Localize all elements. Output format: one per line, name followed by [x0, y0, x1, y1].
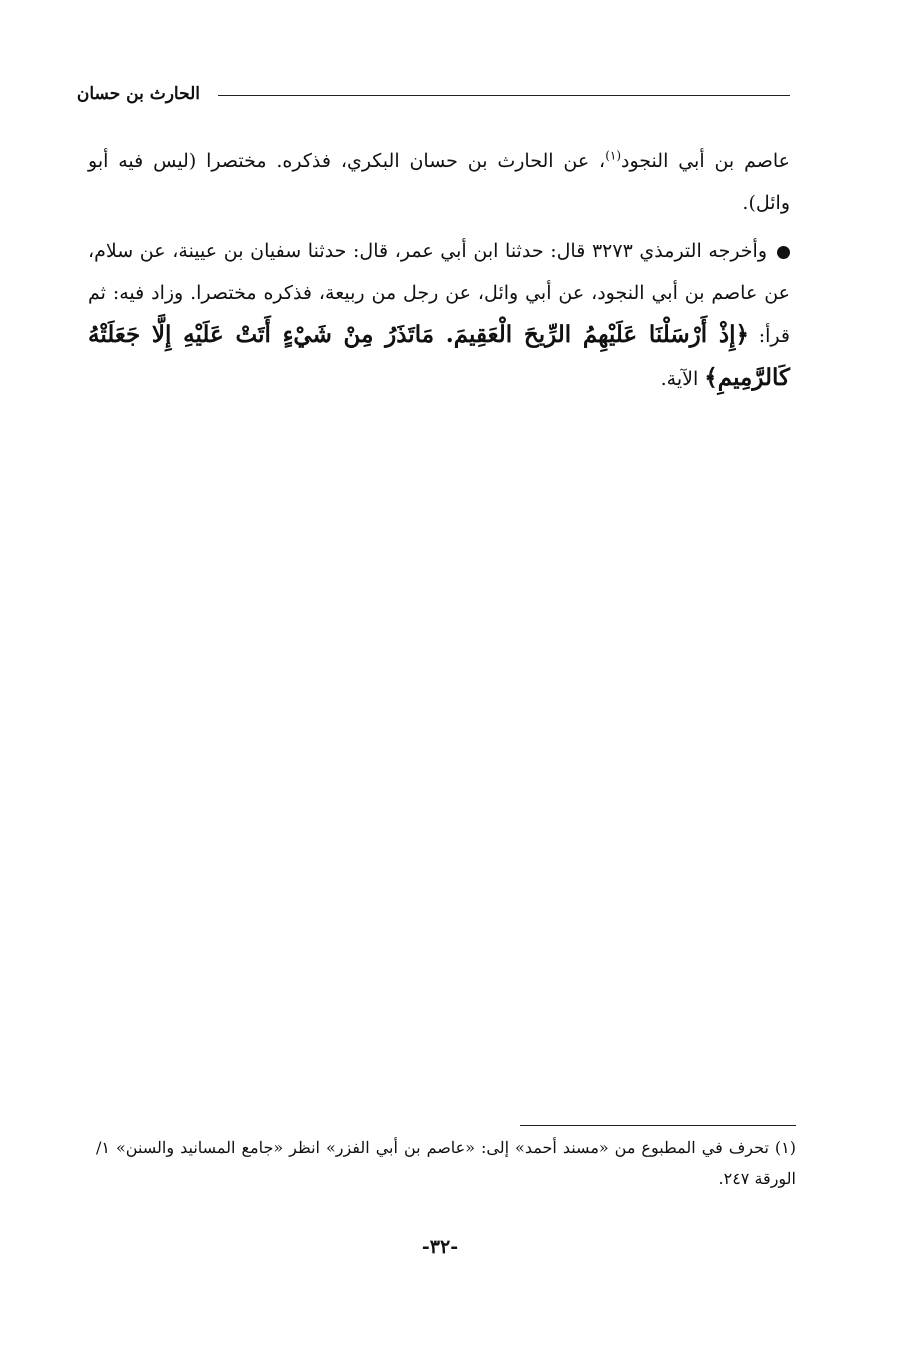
quran-verse: ﴿إِذْ أَرْسَلْنَا عَلَيْهِمُ الرِّيحَ الْعَقِيمَ. مَاتَذَرُ مِنْ شَيْءٍ أَتَتْ عَلَيْهِ إِلَّا جَعَلَتْهُ كَالرَّمِيمِ﴾: [88, 321, 790, 391]
running-title: الحارث بن حسان: [76, 84, 200, 104]
paragraph-2: [88, 230, 790, 400]
page-number: -٣٢-: [421, 1236, 459, 1258]
paragraph-1: [88, 140, 790, 224]
header-rule: [218, 95, 790, 96]
paragraph-1-end: ، عن الحارث بن حسان البكري، فذكره. مختصرا (ليس فيه أبو وائل).: [88, 150, 790, 214]
paragraph-1-start: عاصم بن أبي النجود: [621, 150, 790, 172]
running-header: [76, 84, 790, 110]
footnote-text: (١) تحرف في المطبوع من «مسند أحمد» إلى: «عاصم بن أبي الفزر» انظر «جامع المسانيد والسنن» ١/الورقة ٢٤٧.: [96, 1138, 796, 1188]
paragraph-2-tail: الآية.: [660, 368, 699, 390]
footnote-reference: (١): [605, 148, 622, 163]
paragraph-2-text: وأخرجه الترمذي ٣٢٧٣ قال: حدثنا ابن أبي عمر، قال: حدثنا سفيان بن عيينة، عن سلام، عن عاصم بن أبي النجود، عن أبي وائل، عن رجل من ربيعة، فذكره مختصرا. وزاد فيه: ثم قرأ:: [88, 240, 790, 347]
bullet-icon: [777, 246, 790, 259]
main-text: [88, 140, 790, 400]
footnote-rule: [520, 1125, 796, 1126]
footnote: [96, 1132, 796, 1194]
